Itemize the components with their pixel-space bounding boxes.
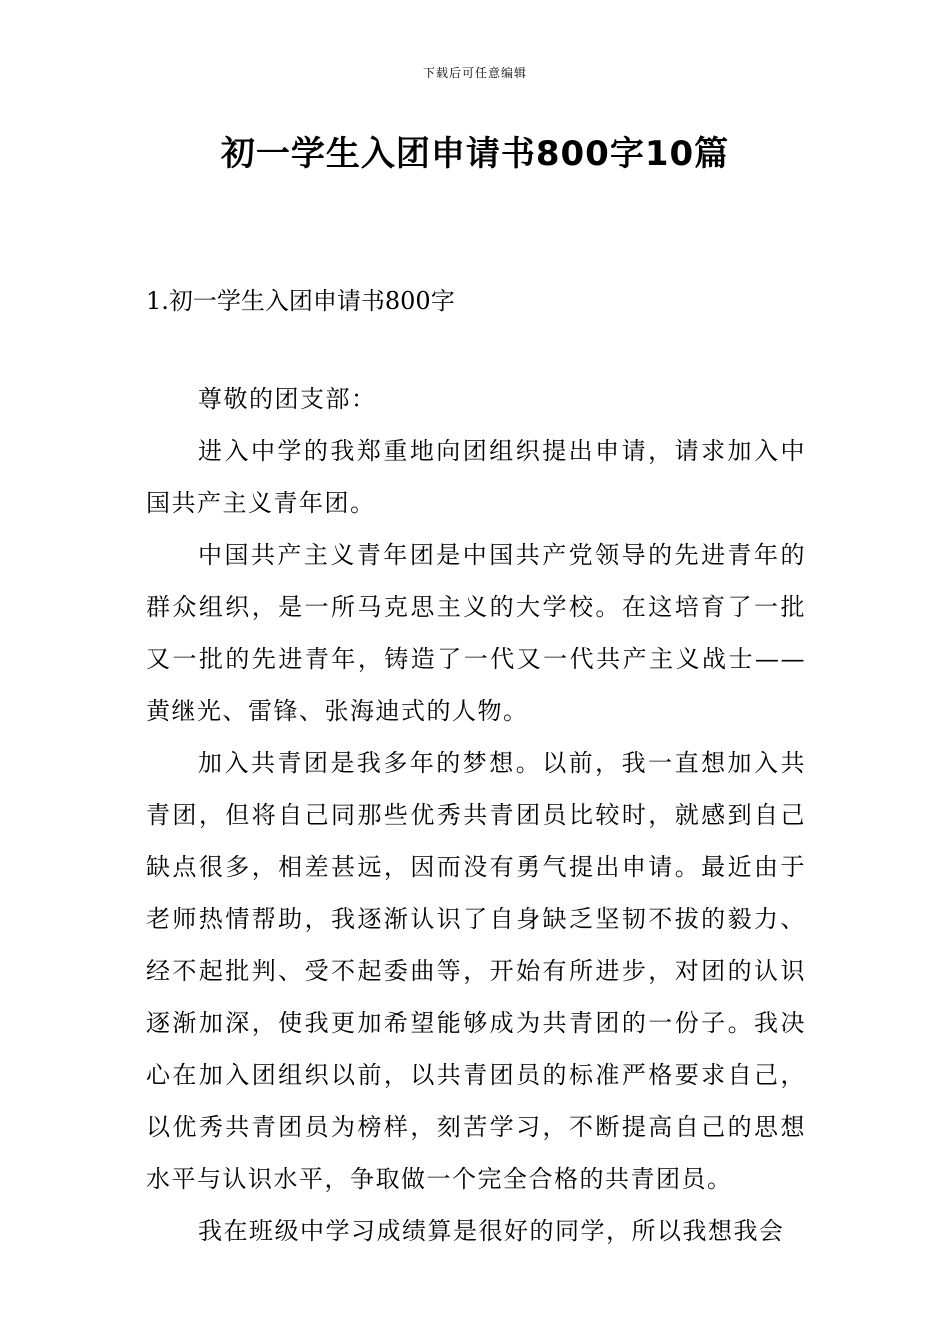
paragraph: 进入中学的我郑重地向团组织提出申请，请求加入中国共产主义青年团。 xyxy=(146,437,806,517)
paragraph: 中国共产主义青年团是中国共产党领导的先进青年的群众组织，是一所马克思主义的大学校。在这培育了一批又一批的先进青年，铸造了一代又一代共产主义战士——黄继光、雷锋、张海迪式的人物。 xyxy=(146,541,806,725)
document-title: 初一学生入团申请书800字10篇 xyxy=(220,134,730,174)
section-heading: 1.初一学生入团申请书800字 xyxy=(146,287,455,315)
salutation: 尊敬的团支部： xyxy=(198,385,377,413)
paragraph: 我在班级中学习成绩算是很好的同学，所以我想我会 xyxy=(198,1217,785,1245)
body-text xyxy=(146,373,806,1257)
paragraph: 加入共青团是我多年的梦想。以前，我一直想加入共青团，但将自己同那些优秀共青团员比较时，就感到自己缺点很多，相差甚远，因而没有勇气提出申请。最近由于老师热情帮助，我逐渐认识了自身缺乏坚韧不拔的毅力、经不起批判、受不起委曲等，开始有所进步，对团的认识逐渐加深，使我更加希望能够成为共青团的一份子。我决心在加入团组织以前，以共青团员的标准严格要求自己，以优秀共青团员为榜样，刻苦学习，不断提高自己的思想水平与认识水平，争取做一个完全合格的共青团员。 xyxy=(146,749,806,1193)
header-note: 下载后可任意编辑 xyxy=(422,66,527,80)
